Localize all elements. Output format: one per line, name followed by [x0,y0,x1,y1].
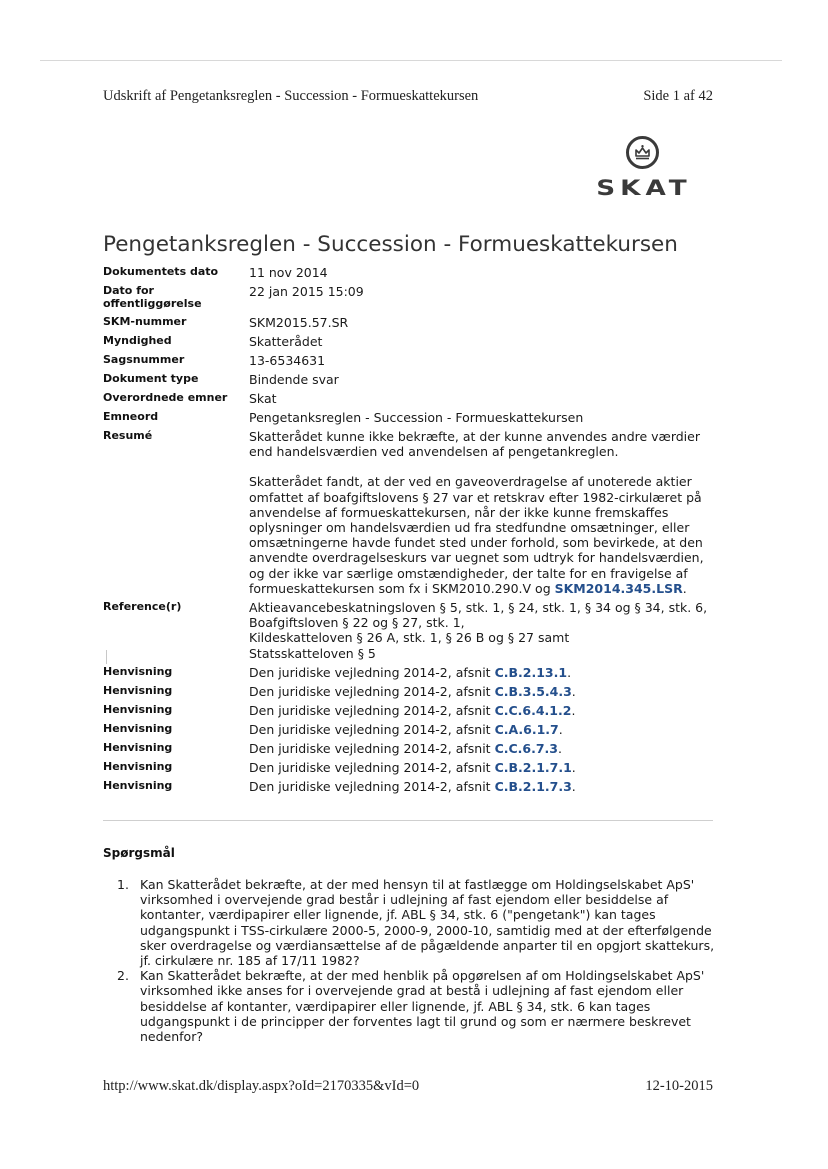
resume-paragraph: Skatterådet kunne ikke bekræfte, at der kunne anvendes andre værdier end handelsværdien ved anvendelsen af pengetankreglen. [249,429,700,460]
meta-row-henvisning [103,741,723,760]
meta-row-references [103,600,723,665]
meta-label: Henvisning [103,702,173,716]
reference-line: Kildeskatteloven § 26 A, stk. 1, § 26 B og § 27 samt [249,630,570,646]
henvisning-text: Den juridiske vejledning 2014-2, afsnit [249,683,491,699]
punctuation: . [571,683,576,699]
meta-value [249,779,723,798]
meta-value: Skatterådet [249,334,323,349]
punctuation: . [567,664,572,680]
meta-value [249,722,723,741]
meta-row-henvisning [103,722,723,741]
punctuation: . [571,759,576,775]
punctuation: . [558,740,562,756]
meta-label: Henvisning [103,721,173,735]
meta-value [249,741,723,760]
resume-paragraph [249,474,723,596]
meta-label: Myndighed [103,334,172,347]
meta-label: Henvisning [103,664,173,678]
print-header-title: Udskrift af Pengetanksreglen - Succession - Formueskattekursen [103,88,479,104]
meta-row-dato-for-offentliggorelse [103,284,723,315]
meta-row-sagsnummer [103,353,723,372]
meta-label: Dokumentets dato [103,265,219,278]
meta-row-henvisning [103,684,723,703]
meta-value [249,665,723,684]
meta-row-dokument-type [103,372,723,391]
references-list [249,600,723,665]
resume-text [249,429,723,600]
questions-heading: Spørgsmål [103,846,175,860]
skm-reference-link[interactable]: SKM2014.345.LSR [554,580,683,596]
meta-label: Dokument type [103,372,199,385]
crown-icon [626,136,659,169]
henvisning-text: Den juridiske vejledning 2014-2, afsnit [249,721,491,737]
scan-artifact [106,650,107,664]
punctuation: . [682,580,687,596]
scan-edge-top [40,60,782,61]
meta-label: SKM-nummer [103,315,187,328]
meta-label: Dato for offentliggørelse [103,284,202,310]
print-date: 12-10-2015 [645,1078,713,1094]
meta-label: Henvisning [103,759,173,773]
meta-value: Pengetanksreglen - Succession - Formueskattekursen [249,410,584,425]
meta-row-henvisning [103,779,723,798]
meta-value [249,703,723,722]
document-title: Pengetanksreglen - Succession - Formueskattekursen [103,232,678,257]
questions-list [117,877,720,1045]
question-text: Kan Skatterådet bekræfte, at der med henblik på opgørelsen af om Holdingselskabet ApS' virksomhed ikke anses for i overvejende grad at bestå i udlejning af fast ejendom eller besiddelse af kontanter, værdipapirer eller lignende, jf. ABL § 34, stk. 6 kan tages udgangspunkt i de principper der forventes lagt til grund og som er nærmere beskrevet nedenfor? [140,968,705,1045]
henvisning-text: Den juridiske vejledning 2014-2, afsnit [249,702,491,718]
punctuation: . [558,721,563,737]
reference-line: Statsskatteloven § 5 [249,645,376,661]
henvisning-link[interactable]: C.B.2.13.1 [494,664,568,680]
meta-row-skm-nummer [103,315,723,334]
meta-label: Sagsnummer [103,353,185,366]
meta-label: Henvisning [103,683,173,697]
resume-paragraph-text: Skatterådet fandt, at der ved en gaveoverdragelse af unoterede aktier omfattet af boafgiftslovens § 27 var et retskrav efter 1982-cirkulæret på anvendelse af formueskattekursen, når der ikke kunne fremskaffes oplysninger om handelsværdien ud fra stedfundne omsætninger, eller omsætningerne havde fundet sted under forhold, som bevirkede, at den anvendte overdragelseskurs var uegnet som udtryk for handelsværdien, og der ikke var særlige omstændigheder, der talte for en fravigelse af formueskattekursen som fx i SKM2010.290.V og [249,474,704,596]
meta-value: Skat [249,391,277,406]
meta-label: Resumé [103,429,153,442]
meta-label: Henvisning [103,740,173,754]
question-item [117,968,720,1045]
meta-row-henvisning [103,665,723,684]
punctuation: . [571,778,576,794]
punctuation: . [571,702,576,718]
henvisning-link[interactable]: C.B.2.1.7.3 [494,778,572,794]
henvisning-text: Den juridiske vejledning 2014-2, afsnit [249,740,491,756]
meta-value: SKM2015.57.SR [249,315,349,330]
meta-row-henvisning [103,703,723,722]
question-number: 1. [117,877,129,892]
question-text: Kan Skatterådet bekræfte, at der med hensyn til at fastlægge om Holdingselskabet ApS' virksomhed i overvejende grad består i udlejning af fast ejendom eller besiddelse af kontanter, værdipapirer eller lignende, jf. ABL § 34, stk. 6 ("pengetank") kan tages udgangspunkt i TSS-cirkulære 2000-5, 2000-9, 2000-10, samtidig med at der efterfølgende sker overdragelse og værdiansættelse af de pågældende anparter til en opgjort skattekurs, jf. cirkulære nr. 185 af 17/11 1982? [140,877,715,969]
question-item [117,877,720,969]
henvisning-link[interactable]: C.C.6.4.1.2 [494,702,572,718]
skat-logo [596,136,692,200]
meta-row-emneord [103,410,723,429]
meta-label: Emneord [103,410,159,423]
section-divider [103,820,713,821]
henvisning-text: Den juridiske vejledning 2014-2, afsnit [249,759,491,775]
henvisning-link[interactable]: C.B.3.5.4.3 [494,683,572,699]
meta-value: 22 jan 2015 15:09 [249,284,364,299]
reference-line: Aktieavancebeskatningsloven § 5, stk. 1, § 24, stk. 1, § 34 og § 34, stk. 6, [249,600,708,616]
metadata-table [103,265,723,798]
question-number: 2. [117,968,129,984]
henvisning-link[interactable]: C.C.6.7.3 [494,740,558,756]
meta-row-resume [103,429,723,600]
meta-row-dokumentets-dato [103,265,723,284]
logo-wordmark: SKAT [596,176,692,200]
source-url: http://www.skat.dk/display.aspx?oId=2170335&vId=0 [103,1078,420,1094]
meta-value: 13-6534631 [249,353,326,368]
henvisning-link[interactable]: C.B.2.1.7.1 [494,759,572,775]
henvisning-text: Den juridiske vejledning 2014-2, afsnit [249,664,491,680]
page-number: Side 1 af 42 [643,88,713,104]
henvisning-link[interactable]: C.A.6.1.7 [494,721,559,737]
meta-row-overordnede-emner [103,391,723,410]
meta-label: Overordnede emner [103,391,228,404]
meta-value [249,684,723,703]
meta-row-myndighed [103,334,723,353]
meta-label: Reference(r) [103,600,182,614]
meta-label: Henvisning [103,778,173,792]
meta-value [249,760,723,779]
meta-row-henvisning [103,760,723,779]
reference-line: Boafgiftsloven § 22 og § 27, stk. 1, [249,615,465,631]
henvisning-text: Den juridiske vejledning 2014-2, afsnit [249,778,491,794]
meta-value: 11 nov 2014 [249,265,328,280]
meta-value: Bindende svar [249,372,339,387]
